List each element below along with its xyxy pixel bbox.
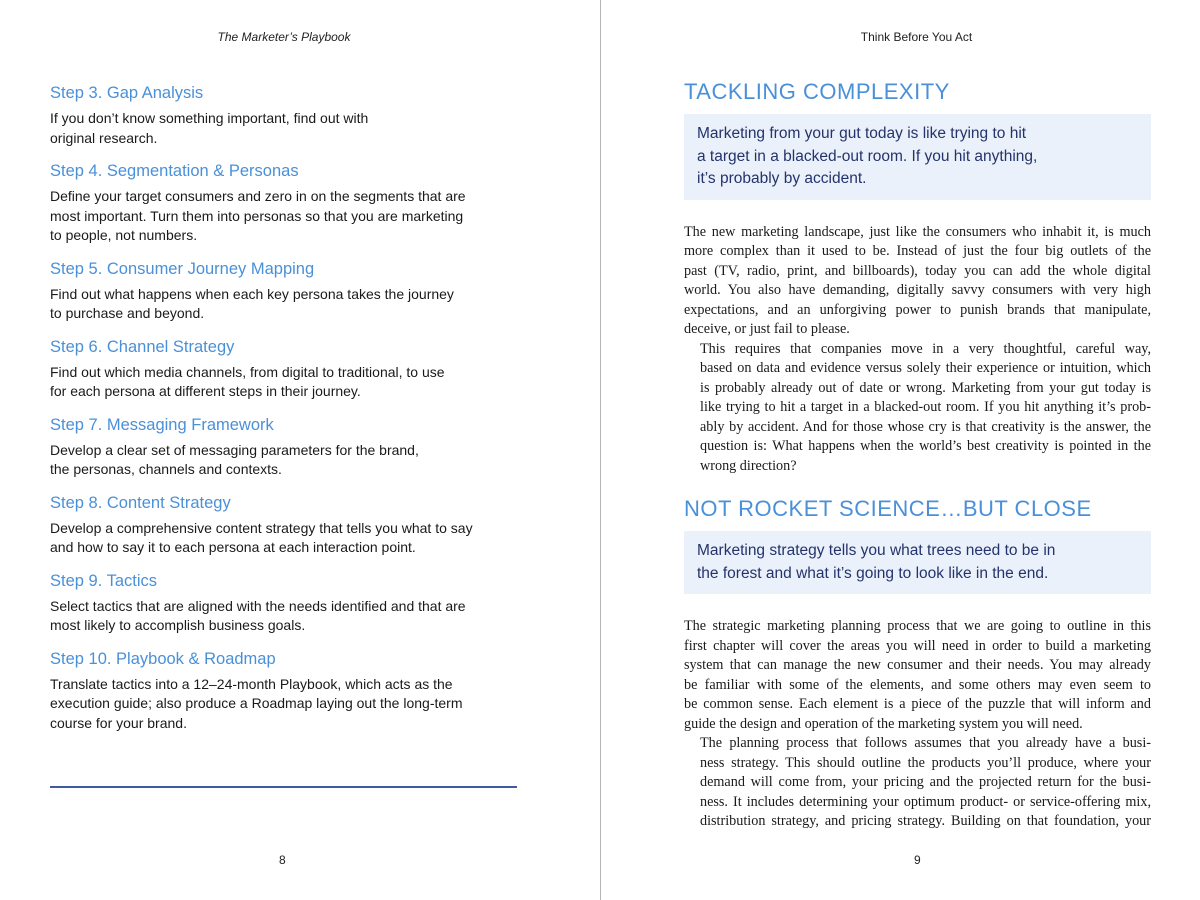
text-line: most important. Turn them into personas so that you are marketing [50,207,464,224]
step-title: Step 7. Messaging Framework [50,415,274,434]
text-line: be common sense. Each element is a piece of the puzzle that will inform and [684,696,1151,712]
text-line: to people, not numbers. [50,227,198,243]
text-line: deceive, or just fail to please. [684,321,850,337]
running-head-left: The Marketer’s Playbook [217,30,351,44]
step-body [50,519,520,558]
pull-quote-callout [684,114,1151,200]
step-title: Step 8. Content Strategy [50,493,231,512]
text-line: ness. It includes determining your optimum product- or service-offering mix, [700,793,1151,810]
text-line: first chapter will cover the areas you will need in order to build a marketing [684,637,1151,654]
text-line: past (TV, radio, print, and billboards), today you can add the whole digital [684,262,1151,279]
text-line: guide the design and operation of the marketing system you will need. [684,715,1083,732]
text-line: like trying to hit a target in a blacked-out room. If you hit anything it’s prob- [700,399,1151,415]
text-line: the personas, channels and contexts. [50,461,282,477]
text-line: system that can manage the new consumer and their needs. You may already [684,657,1151,673]
step-body [50,597,520,636]
body-text [684,223,1151,477]
step-body [50,285,520,324]
text-line: more complex than it used to be. Instead of just the four big outlets of the [684,243,1151,259]
running-head-right: Think Before You Act [860,30,973,44]
step-title: Step 10. Playbook & Roadmap [50,649,276,668]
step-item [50,160,520,246]
step-item [50,336,520,402]
step-item [50,648,520,734]
step-item [50,414,520,480]
section-not-rocket-science [684,496,1151,832]
text-line: This requires that companies move in a very thoughtful, careful way, [700,340,1151,357]
text-line: most likely to accomplish business goals. [50,617,306,633]
section-heading: TACKLING COMPLEXITY [684,79,950,104]
text-line: it’s probably by accident. [697,170,867,187]
step-title: Step 5. Consumer Journey Mapping [50,259,315,278]
text-line: world. You also have demanding, digitally savvy consumers with very high [684,282,1151,298]
section-tackling-complexity [684,79,1151,476]
section-heading: NOT ROCKET SCIENCE…BUT CLOSE [684,496,1092,521]
step-title: Step 6. Channel Strategy [50,337,235,356]
step-title: Step 9. Tactics [50,571,158,590]
text-line: be familiar with some of the elements, and some others may even seem to [684,676,1151,693]
text-line: Marketing strategy tells you what trees need to be in [697,542,1056,559]
text-line: a target in a blacked-out room. If you hit anything, [697,147,1038,165]
page-number-left: 8 [279,853,286,867]
text-line: Select tactics that are aligned with the needs identified and that are [50,597,466,614]
text-line: Translate tactics into a 12–24-month Playbook, which acts as the [50,675,453,692]
pull-quote-callout [684,531,1151,594]
text-line: the forest and what it’s going to look like in the end. [697,564,1049,582]
step-body [50,363,520,402]
text-line: The new marketing landscape, just like the consumers who inhabit it, is much [684,223,1151,240]
text-line: Marketing from your gut today is like trying to hit [697,125,1027,142]
step-item [50,492,520,558]
section-divider-rule [50,786,517,788]
steps-list [50,82,520,745]
text-line: is probably already out of date or wrong. Marketing from your gut today is [700,379,1151,396]
text-line: ness strategy. This should outline the products you’ll produce, where your [700,754,1151,771]
text-line: Define your target consumers and zero in on the segments that are [50,188,466,204]
text-line: ably by accident. And for those whose cry is that creativity is the answer, the [700,418,1151,435]
body-text [684,617,1151,832]
step-item [50,258,520,324]
text-line: based on data and evidence versus solely their experience or intuition, which [700,360,1151,376]
text-line: expectations, and an unforgiving power to punish brands that manipulate, [684,301,1151,318]
step-item [50,82,520,148]
step-body [50,675,520,734]
text-line: original research. [50,129,158,146]
text-line: distribution strategy, and pricing strategy. Building on that foundation, your [700,813,1151,829]
text-line: question is: What happens when the world’s best creativity is pointed in the [700,438,1151,454]
text-line: If you don’t know something important, find out with [50,110,369,126]
text-line: for each persona at different steps in their journey. [50,383,361,399]
text-line: to purchase and beyond. [50,305,205,321]
text-line: Develop a comprehensive content strategy that tells you what to say [50,519,473,536]
text-line: course for your brand. [50,714,187,731]
right-page [601,0,1200,900]
page-number-right: 9 [914,853,921,867]
step-title: Step 3. Gap Analysis [50,84,204,102]
paragraph [684,734,1151,832]
text-line: demand will come from, your pricing and the projected return for the busi- [700,774,1151,790]
paragraph [684,617,1151,734]
text-line: execution guide; also produce a Roadmap laying out the long-term [50,695,463,711]
paragraph [684,340,1151,477]
step-body [50,187,520,246]
text-line: Find out what happens when each key persona takes the journey [50,285,454,302]
step-body [50,441,520,480]
step-item [50,570,520,636]
step-title: Step 4. Segmentation & Personas [50,162,299,180]
text-line: The planning process that follows assumes that you already have a busi- [700,735,1151,751]
text-line: wrong direction? [700,457,797,474]
paragraph [684,223,1151,340]
text-line: Develop a clear set of messaging parameters for the brand, [50,441,419,458]
text-line: Find out which media channels, from digital to traditional, to use [50,363,445,380]
text-line: The strategic marketing planning process that we are going to outline in this [684,618,1151,634]
text-line: and how to say it to each persona at each interaction point. [50,539,416,555]
step-body [50,109,520,148]
